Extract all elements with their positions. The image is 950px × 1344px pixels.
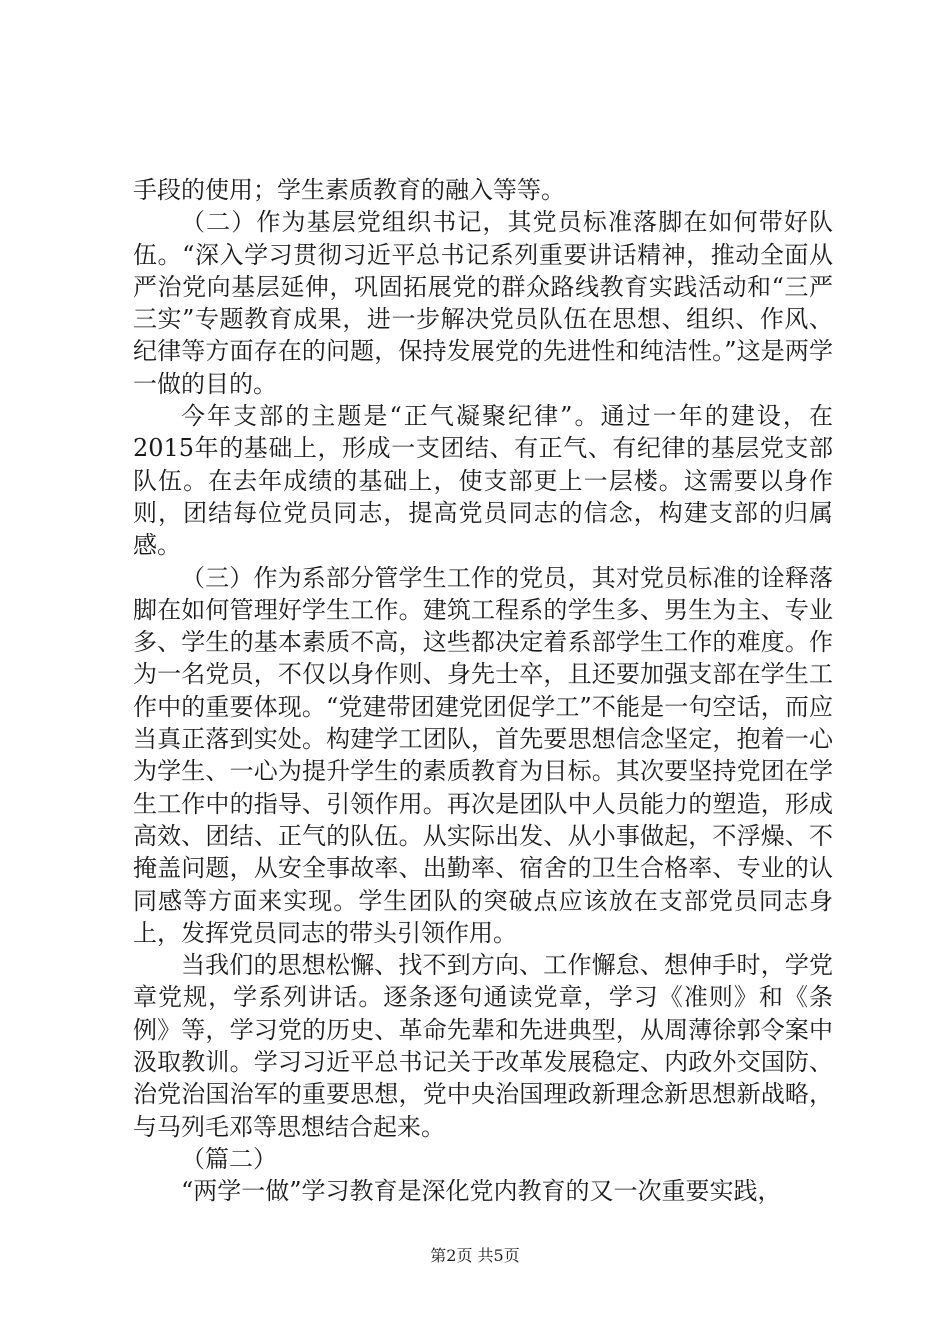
heading-part-two: （篇二）	[181, 1144, 277, 1173]
paragraph-section-two: （二）作为基层党组织书记，其党员标准落脚在如何带好队伍。“深入学习贯彻习近平总书记系列重要讲话精神，推动全面从严治党向基层延伸，巩固拓展党的群众路线教育实践活动和“三严三实”专题教育成果，进一步解决党员队伍在思想、组织、作风、纪律等方面存在的问题，保持发展党的先进性和纯洁性。”这是两学一做的目的。	[133, 208, 833, 398]
paragraph-section-three: （三）作为系部分管学生工作的党员，其对党员标准的诠释落脚在如何管理好学生工作。建筑工程系的学生多、男生为主、专业多、学生的基本素质不高，这些都决定着系部学生工作的难度。作为一名党员，不仅以身作则、身先士卒，且还要加强支部在学生工作中的重要体现。“党建带团建党团促学工”不能是一句空话，而应当真正落到实处。构建学工团队，首先要思想信念坚定，抱着一心为学生、一心为提升学生的素质教育为目标。其次要坚持党团在学生工作中的指导、引领作用。再次是团队中人员能力的塑造，形成高效、团结、正气的队伍。从实际出发、从小事做起，不浮燥、不掩盖问题，从安全事故率、出勤率、宿舍的卫生合格率、专业的认同感等方面来实现。学生团队的突破点应该放在支部党员同志身上，发挥党员同志的带头引领作用。	[133, 563, 833, 947]
paragraph-study-party-rules: 当我们的思想松懈、找不到方向、工作懈怠、想伸手时，学党章党规，学系列讲话。逐条逐句通读党章，学习《准则》和《条例》等，学习党的历史、革命先辈和先进典型，从周薄徐郭令案中汲取教训。学习习近平总书记关于改革发展稳定、内政外交国防、治党治国治军的重要思想，党中央治国理政新理念新思想新战略，与马列毛邓等思想结合起来。	[133, 951, 833, 1141]
page-number-label: 第2页 共5页	[430, 1246, 520, 1265]
paragraph-continuation: 手段的使用；学生素质教育的融入等等。	[133, 176, 565, 204]
paragraph-two-studies-intro: “两学一做”学习教育是深化党内教育的又一次重要实践，	[181, 1177, 782, 1206]
paragraph-branch-theme: 今年支部的主题是“正气凝聚纪律”。通过一年的建设，在2015年的基础上，形成一支团结、有正气、有纪律的基层党支部队伍。在去年成绩的基础上，使支部更上一层楼。这需要以身作则，团结每位党员同志，提高党员同志的信念，构建支部的归属感。	[133, 402, 833, 560]
document-body	[133, 174, 833, 1208]
page-footer	[0, 1243, 950, 1266]
